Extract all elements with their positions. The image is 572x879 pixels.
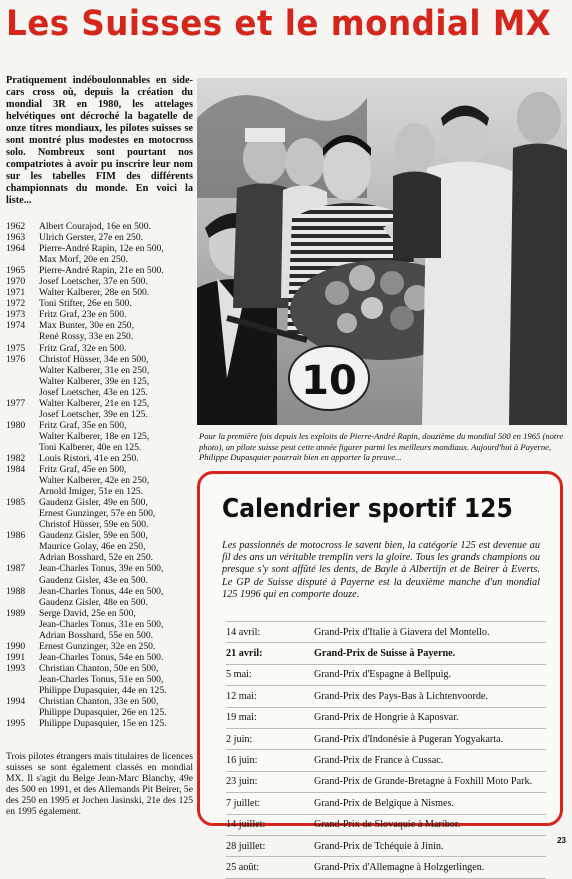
result-text: Fritz Graf, 35e en 500, xyxy=(39,419,127,431)
result-year: 1985 xyxy=(6,497,26,509)
photo-caption: Pour la première fois depuis les exploits de Pierre-André Rapin, douzième du mondial 500 en 1965 (notre photo), un pilote suisse peut cette année figurer parmi les meilleurs mondiaux. Aujourd'hui à Payerne, Philippe Dupasquier pourrait bien en apporter la preuve... xyxy=(199,431,564,463)
result-year xyxy=(6,552,39,563)
result-row xyxy=(6,265,196,276)
result-text: Christian Chanton, 33e en 500, xyxy=(39,696,159,708)
result-year xyxy=(6,475,39,486)
race-name: Grand-Prix d'Allemagne à Holzgerlingen. xyxy=(314,861,485,873)
result-year: 1987 xyxy=(6,563,26,575)
intro-paragraph: Pratiquement indéboulonnables en side-cars cross où, depuis la création du mondial 3R en 1980, les attelages helvétiques ont décroché la bagatelle de onze titres mondiaux, les pilotes suisses se sont montré plus modestes en motocross solo. Nombreux sont pourtant nos compatriotes à avoir pu inscrire leur nom sur les tabelles FIM des différents championnats du monde. En voici la liste... xyxy=(6,75,193,206)
result-row xyxy=(6,409,196,420)
result-text: Fritz Graf, 45e en 500, xyxy=(39,464,127,476)
result-year: 1980 xyxy=(6,419,26,431)
result-row xyxy=(6,663,196,674)
result-year xyxy=(6,541,39,552)
result-row xyxy=(6,497,196,508)
result-row xyxy=(6,453,196,464)
calendar-row xyxy=(226,815,546,836)
result-text: Ulrich Gerster, 27e en 250. xyxy=(39,232,144,244)
result-year: 1977 xyxy=(6,397,26,409)
result-row xyxy=(6,619,196,630)
article-headline: Les Suisses et le mondial MX xyxy=(6,4,552,44)
race-photo-illustration xyxy=(197,78,567,425)
result-year xyxy=(6,442,39,453)
race-date: 2 juin: xyxy=(226,733,253,745)
result-row xyxy=(6,298,196,309)
calendar-row xyxy=(226,708,546,729)
result-row xyxy=(6,586,196,597)
result-text: Jean-Charles Tonus, 54e en 500. xyxy=(39,651,164,663)
foreign-riders-note: Trois pilotes étrangers mais titulaires de licences suisses se sont également classés en mondial MX. Il s'agit du Belge Jean-Marc Blanchy, 49e des 500 en 1991, et des Allemands Pit Beirer, 5e des 250 en 1995 et Jochen Jasinski, 21e des 125 en 1995 également. xyxy=(6,751,193,817)
result-year: 1976 xyxy=(6,353,26,365)
calendar-row xyxy=(226,857,546,878)
result-text: Walter Kalberer, 28e en 500. xyxy=(39,287,150,299)
calendar-row xyxy=(226,643,546,664)
result-row xyxy=(6,630,196,641)
calendar-box xyxy=(197,471,563,873)
result-text: Walter Kalberer, 39e en 125, xyxy=(39,375,150,387)
calendar-row xyxy=(226,836,546,857)
result-row xyxy=(6,232,196,243)
result-text: Gaudenz Gisler, 59e en 500, xyxy=(39,530,148,542)
result-row xyxy=(6,442,196,453)
calendar-title: Calendrier sportif 125 xyxy=(222,494,513,524)
result-text: Pierre-André Rapin, 12e en 500, xyxy=(39,243,164,255)
calendar-row xyxy=(226,665,546,686)
result-row xyxy=(6,431,196,442)
race-name: Grand-Prix d'Espagne à Bellpuig. xyxy=(314,669,452,681)
race-name: Grand-Prix de Hongrie à Kaposvar. xyxy=(314,712,459,724)
result-text: Christof Hüsser, 34e en 500, xyxy=(39,353,149,365)
result-text: Serge David, 25e en 500, xyxy=(39,607,136,619)
race-date: 14 juillet: xyxy=(226,819,266,831)
result-year xyxy=(6,630,39,641)
result-text: Josef Loetscher, 37e en 500. xyxy=(39,276,148,288)
result-year xyxy=(6,409,39,420)
page-number: 23 xyxy=(557,836,566,845)
result-text: Ernest Gunzinger, 57e en 500, xyxy=(39,508,156,520)
result-row xyxy=(6,343,196,354)
race-photo xyxy=(197,78,567,425)
result-year: 1986 xyxy=(6,530,26,542)
result-row xyxy=(6,420,196,431)
race-name: Grand-Prix d'Italie à Giavera del Montello. xyxy=(314,626,490,638)
result-text: Gaudenz Gisler, 48e en 500. xyxy=(39,596,148,608)
race-name: Grand-Prix de Slovaquie à Maribor. xyxy=(314,819,461,831)
result-text: Josef Loetscher, 39e en 125. xyxy=(39,408,148,420)
result-row xyxy=(6,309,196,320)
result-year: 1994 xyxy=(6,696,26,708)
result-row xyxy=(6,575,196,586)
race-date: 19 mai: xyxy=(226,712,257,724)
result-year xyxy=(6,685,39,696)
result-text: Pierre-André Rapin, 21e en 500. xyxy=(39,265,164,277)
result-text: Fritz Graf, 32e en 500. xyxy=(39,342,127,354)
result-row xyxy=(6,387,196,398)
race-date: 5 mai: xyxy=(226,669,252,681)
result-text: Philippe Dupasquier, 15e en 125. xyxy=(39,718,167,730)
result-year xyxy=(6,331,39,342)
race-name: Grand-Prix de Tchéquie à Jinin. xyxy=(314,840,444,852)
result-row xyxy=(6,376,196,387)
result-text: Toni Stifter, 26e en 500. xyxy=(39,298,132,310)
result-year: 1971 xyxy=(6,287,26,299)
result-year: 1973 xyxy=(6,309,26,321)
calendar-row xyxy=(226,772,546,793)
race-date: 16 juin: xyxy=(226,755,258,767)
result-year xyxy=(6,486,39,497)
result-text: Jean-Charles Tonus, 39e en 500, xyxy=(39,563,164,575)
result-text: Albert Courajod, 16e en 500. xyxy=(39,221,151,232)
result-text: Walter Kalberer, 31e en 250, xyxy=(39,364,150,376)
result-row xyxy=(6,331,196,342)
result-year: 1970 xyxy=(6,276,26,288)
result-row xyxy=(6,674,196,685)
result-text: Gaudenz Gisler, 49e en 500, xyxy=(39,497,148,509)
result-row xyxy=(6,530,196,541)
result-text: Walter Kalberer, 18e en 125, xyxy=(39,430,150,442)
result-text: Max Bunter, 30e en 250, xyxy=(39,320,135,332)
calendar-row xyxy=(226,750,546,771)
result-row xyxy=(6,475,196,486)
result-row xyxy=(6,519,196,530)
calendar-row xyxy=(226,621,546,643)
race-name: Grand-Prix de Belgique à Nismes. xyxy=(314,797,455,809)
result-text: Jean-Charles Tonus, 44e en 500, xyxy=(39,585,164,597)
race-name: Grand-Prix d'Indonésie à Pugeran Yogyakarta. xyxy=(314,733,504,745)
race-date: 23 juin: xyxy=(226,776,258,788)
result-row xyxy=(6,563,196,574)
result-year xyxy=(6,254,39,265)
result-year xyxy=(6,597,39,608)
race-name: Grand-Prix des Pays-Bas à Lichtenvoorde. xyxy=(314,690,488,702)
calendar-row xyxy=(226,686,546,707)
race-date: 14 avril: xyxy=(226,626,261,638)
result-text: Philippe Dupasquier, 26e en 125. xyxy=(39,707,167,719)
result-row xyxy=(6,221,196,232)
result-year xyxy=(6,707,39,718)
result-year xyxy=(6,674,39,685)
result-year xyxy=(6,387,39,398)
result-row xyxy=(6,354,196,365)
result-text: Jean-Charles Tonus, 51e en 500, xyxy=(39,673,164,685)
race-date: 21 avril: xyxy=(226,648,263,660)
calendar-row xyxy=(226,729,546,750)
result-row xyxy=(6,641,196,652)
result-text: Josef Loetscher, 43e en 125. xyxy=(39,386,148,398)
result-row xyxy=(6,276,196,287)
result-text: Christian Chanton, 50e en 500, xyxy=(39,662,159,674)
result-text: Ernest Gunzinger, 32e en 250. xyxy=(39,640,156,652)
result-row xyxy=(6,398,196,409)
result-year: 1972 xyxy=(6,298,26,310)
result-text: René Rossy, 33e en 250. xyxy=(39,331,134,343)
result-text: Adrian Bosshard, 55e en 500. xyxy=(39,629,154,641)
race-date: 12 mai: xyxy=(226,690,257,702)
result-year: 1964 xyxy=(6,243,26,255)
result-year xyxy=(6,619,39,630)
result-text: Jean-Charles Tonus, 31e en 500, xyxy=(39,618,164,630)
race-name: Grand-Prix de Grande-Bretagne à Foxhill Moto Park. xyxy=(314,776,533,788)
result-text: Louis Ristori, 41e en 250. xyxy=(39,452,139,464)
result-year: 1990 xyxy=(6,640,26,652)
calendar-row xyxy=(226,793,546,814)
result-row xyxy=(6,287,196,298)
result-row xyxy=(6,707,196,718)
result-text: Christof Hüsser, 59e en 500. xyxy=(39,519,149,531)
result-row xyxy=(6,320,196,331)
result-text: Adrian Bosshard, 52e en 250. xyxy=(39,552,154,564)
result-row xyxy=(6,597,196,608)
result-year: 1991 xyxy=(6,651,26,663)
result-year: 1984 xyxy=(6,464,26,476)
result-row xyxy=(6,718,196,729)
result-text: Walter Kalberer, 42e en 250, xyxy=(39,475,150,487)
result-year: 1993 xyxy=(6,662,26,674)
result-row xyxy=(6,685,196,696)
result-text: Philippe Dupasquier, 44e en 125. xyxy=(39,684,167,696)
results-list xyxy=(6,221,196,729)
result-year xyxy=(6,376,39,387)
result-year: 1995 xyxy=(6,718,26,730)
result-text: Arnold Imiger, 51e en 125. xyxy=(39,486,144,498)
race-name: Grand-Prix de Suisse à Payerne. xyxy=(314,648,456,660)
result-year: 1975 xyxy=(6,342,26,354)
result-row xyxy=(6,508,196,519)
result-row xyxy=(6,696,196,707)
result-year: 1965 xyxy=(6,265,26,277)
calendar-list xyxy=(226,621,546,879)
result-text: Maurice Golay, 46e en 250, xyxy=(39,541,146,553)
result-year: 1962 xyxy=(6,221,26,232)
result-year: 1989 xyxy=(6,607,26,619)
result-text: Fritz Graf, 23e en 500. xyxy=(39,309,127,321)
result-year: 1982 xyxy=(6,452,26,464)
result-row xyxy=(6,652,196,663)
race-date: 28 juillet: xyxy=(226,840,266,852)
result-text: Toni Kalberer, 40e en 125. xyxy=(39,441,142,453)
result-text: Walter Kalberer, 21e en 125, xyxy=(39,397,150,409)
calendar-intro: Les passionnés de motocross le savent bien, la catégorie 125 est devenue au fil des ans un véritable tremplin vers la gloire. Tous les grands champions ou presque s'y sont affûté les dents, de Bayle à Albertijn et de Beirer à Everts. Le GP de Suisse disputé à Payerne est la deuxième manche d'un mondial 125 1996 qui en comporte douze. xyxy=(222,540,540,600)
result-row xyxy=(6,552,196,563)
result-year: 1988 xyxy=(6,585,26,597)
result-year xyxy=(6,508,39,519)
result-row xyxy=(6,541,196,552)
result-year xyxy=(6,365,39,376)
result-row xyxy=(6,464,196,475)
result-row xyxy=(6,365,196,376)
result-year xyxy=(6,575,39,586)
result-text: Gaudenz Gisler, 43e en 500. xyxy=(39,574,148,586)
result-row xyxy=(6,608,196,619)
result-year xyxy=(6,431,39,442)
result-year: 1974 xyxy=(6,320,26,332)
race-name: Grand-Prix de France à Cussac. xyxy=(314,755,444,767)
result-row xyxy=(6,486,196,497)
race-date: 25 août: xyxy=(226,861,260,873)
result-year: 1963 xyxy=(6,232,26,244)
result-text: Max Morf, 20e en 250. xyxy=(39,254,128,266)
result-row xyxy=(6,254,196,265)
result-row xyxy=(6,243,196,254)
number-plate-text: 10 xyxy=(301,358,357,404)
result-year xyxy=(6,519,39,530)
race-date: 7 juillet: xyxy=(226,797,261,809)
